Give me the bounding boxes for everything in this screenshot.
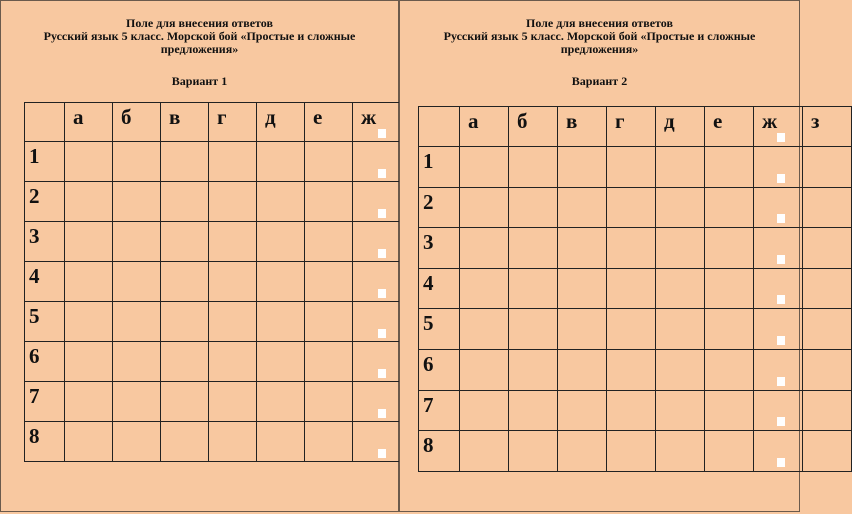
answer-cell[interactable] <box>305 422 353 462</box>
answer-cell[interactable] <box>65 222 113 262</box>
answer-sheet-variant-2 <box>399 0 820 512</box>
answer-cell[interactable] <box>65 142 113 182</box>
grid-row <box>419 268 852 309</box>
row-marker <box>777 174 785 183</box>
answer-cell[interactable] <box>705 268 754 309</box>
column-header: а <box>460 107 509 147</box>
grid-corner-cell <box>419 107 460 147</box>
answer-cell[interactable] <box>305 382 353 422</box>
column-header: д <box>656 107 705 147</box>
answer-cell[interactable] <box>558 309 607 350</box>
answer-cell[interactable] <box>65 302 113 342</box>
answer-cell[interactable] <box>460 390 509 431</box>
answer-cell[interactable] <box>353 142 401 182</box>
row-header: 1 <box>419 147 460 188</box>
row-header: 2 <box>419 187 460 228</box>
grid-row <box>419 147 852 188</box>
row-marker <box>378 129 386 138</box>
row-header: 5 <box>25 302 65 342</box>
answer-cell[interactable] <box>65 182 113 222</box>
answer-cell[interactable] <box>705 187 754 228</box>
answer-cell[interactable] <box>803 431 852 472</box>
column-header: ж <box>353 103 401 142</box>
answer-cell[interactable] <box>558 349 607 390</box>
answer-cell[interactable] <box>656 431 705 472</box>
answer-cell[interactable] <box>803 187 852 228</box>
answer-cell[interactable] <box>607 147 656 188</box>
answer-cell[interactable] <box>257 382 305 422</box>
answer-cell[interactable] <box>705 147 754 188</box>
answer-cell[interactable] <box>113 262 161 302</box>
answer-cell[interactable] <box>460 187 509 228</box>
answer-cell[interactable] <box>509 431 558 472</box>
answer-cell[interactable] <box>65 382 113 422</box>
answer-cell[interactable] <box>161 142 209 182</box>
row-marker <box>777 377 785 386</box>
column-header: в <box>161 103 209 142</box>
row-header: 2 <box>25 182 65 222</box>
column-header: в <box>558 107 607 147</box>
grid-row <box>419 309 852 350</box>
answer-cell[interactable] <box>509 187 558 228</box>
answer-cell[interactable] <box>705 431 754 472</box>
answer-cell[interactable] <box>607 390 656 431</box>
answer-cell[interactable] <box>656 228 705 269</box>
column-header: б <box>509 107 558 147</box>
answer-cell[interactable] <box>460 309 509 350</box>
grid-header-row <box>419 107 852 147</box>
answer-cell[interactable] <box>607 309 656 350</box>
row-marker <box>777 295 785 304</box>
answer-cell[interactable] <box>607 228 656 269</box>
row-marker <box>777 417 785 426</box>
answer-cell[interactable] <box>305 182 353 222</box>
answer-cell[interactable] <box>209 142 257 182</box>
row-header: 3 <box>419 228 460 269</box>
row-header: 8 <box>419 431 460 472</box>
sheet-header <box>1 17 398 56</box>
row-marker <box>378 289 386 298</box>
header-line-3: предложения» <box>560 42 639 56</box>
row-marker <box>378 409 386 418</box>
row-marker <box>378 209 386 218</box>
answer-cell[interactable] <box>257 302 305 342</box>
answer-cell[interactable] <box>607 187 656 228</box>
answer-cell[interactable] <box>656 147 705 188</box>
answer-cell[interactable] <box>113 342 161 382</box>
row-header: 4 <box>419 268 460 309</box>
answer-cell[interactable] <box>509 309 558 350</box>
grid-row <box>419 187 852 228</box>
row-header: 6 <box>25 342 65 382</box>
row-marker <box>777 336 785 345</box>
answer-cell[interactable] <box>209 422 257 462</box>
answer-cell[interactable] <box>803 390 852 431</box>
answer-cell[interactable] <box>353 262 401 302</box>
answer-cell[interactable] <box>161 222 209 262</box>
row-header: 5 <box>419 309 460 350</box>
answer-cell[interactable] <box>509 228 558 269</box>
row-header: 4 <box>25 262 65 302</box>
answer-sheet-variant-1 <box>0 0 399 512</box>
row-marker <box>777 214 785 223</box>
answer-cell[interactable] <box>305 262 353 302</box>
answer-cell[interactable] <box>113 182 161 222</box>
answer-cell[interactable] <box>161 382 209 422</box>
answer-cell[interactable] <box>257 342 305 382</box>
answer-cell[interactable] <box>460 349 509 390</box>
row-header: 7 <box>25 382 65 422</box>
answer-cell[interactable] <box>257 142 305 182</box>
answer-cell[interactable] <box>305 222 353 262</box>
answer-cell[interactable] <box>353 342 401 382</box>
answer-cell[interactable] <box>656 390 705 431</box>
variant-title: Вариант 1 <box>171 74 228 88</box>
answer-cell[interactable] <box>803 349 852 390</box>
battleship-grid-variant-2 <box>418 106 852 472</box>
grid-row <box>419 349 852 390</box>
column-header: д <box>257 103 305 142</box>
answer-cell[interactable] <box>113 382 161 422</box>
grid-row <box>419 228 852 269</box>
answer-cell[interactable] <box>656 268 705 309</box>
answer-cell[interactable] <box>803 268 852 309</box>
answer-cell[interactable] <box>161 182 209 222</box>
answer-cell[interactable] <box>353 302 401 342</box>
answer-cell[interactable] <box>113 142 161 182</box>
column-header: б <box>113 103 161 142</box>
row-marker <box>777 133 785 142</box>
answer-cell[interactable] <box>656 187 705 228</box>
answer-cell[interactable] <box>65 422 113 462</box>
column-header: з <box>803 107 852 147</box>
answer-cell[interactable] <box>509 268 558 309</box>
answer-cell[interactable] <box>803 147 852 188</box>
column-header: г <box>607 107 656 147</box>
row-marker <box>378 329 386 338</box>
answer-cell[interactable] <box>257 222 305 262</box>
row-marker <box>777 255 785 264</box>
answer-cell[interactable] <box>353 182 401 222</box>
header-line-3: предложения» <box>160 42 239 56</box>
header-line-1: Поле для внесения ответов <box>126 16 273 30</box>
column-header: а <box>65 103 113 142</box>
answer-cell[interactable] <box>705 390 754 431</box>
answer-cell[interactable] <box>460 431 509 472</box>
row-header: 1 <box>25 142 65 182</box>
answer-cell[interactable] <box>509 349 558 390</box>
header-line-2: Русский язык 5 класс. Морской бой «Простые и сложные <box>43 29 356 43</box>
answer-cell[interactable] <box>209 222 257 262</box>
row-header: 6 <box>419 349 460 390</box>
answer-cell[interactable] <box>803 228 852 269</box>
answer-cell[interactable] <box>65 342 113 382</box>
sheet-header <box>400 17 799 56</box>
answer-cell[interactable] <box>209 382 257 422</box>
answer-cell[interactable] <box>209 302 257 342</box>
row-marker <box>378 249 386 258</box>
answer-cell[interactable] <box>209 262 257 302</box>
answer-cell[interactable] <box>558 228 607 269</box>
answer-cell[interactable] <box>161 262 209 302</box>
answer-cell[interactable] <box>209 182 257 222</box>
answer-cell[interactable] <box>305 142 353 182</box>
grid-row <box>419 390 852 431</box>
row-header: 3 <box>25 222 65 262</box>
answer-cell[interactable] <box>113 302 161 342</box>
answer-cell[interactable] <box>113 222 161 262</box>
header-line-1: Поле для внесения ответов <box>526 16 673 30</box>
answer-cell[interactable] <box>161 422 209 462</box>
column-header: ж <box>754 107 803 147</box>
answer-cell[interactable] <box>607 268 656 309</box>
variant-title: Вариант 2 <box>571 74 628 88</box>
answer-cell[interactable] <box>305 302 353 342</box>
row-marker <box>378 449 386 458</box>
answer-cell[interactable] <box>705 309 754 350</box>
grid-row <box>419 431 852 472</box>
answer-cell[interactable] <box>305 342 353 382</box>
answer-cell[interactable] <box>161 342 209 382</box>
row-header: 7 <box>419 390 460 431</box>
answer-cell[interactable] <box>460 147 509 188</box>
answer-cell[interactable] <box>656 309 705 350</box>
answer-cell[interactable] <box>607 349 656 390</box>
battleship-grid-variant-1 <box>24 102 449 462</box>
row-marker <box>378 369 386 378</box>
answer-cell[interactable] <box>161 302 209 342</box>
answer-cell[interactable] <box>705 349 754 390</box>
answer-cell[interactable] <box>257 182 305 222</box>
answer-cell[interactable] <box>353 422 401 462</box>
answer-cell[interactable] <box>209 342 257 382</box>
answer-cell[interactable] <box>607 431 656 472</box>
answer-cell[interactable] <box>558 147 607 188</box>
answer-cell[interactable] <box>460 268 509 309</box>
answer-cell[interactable] <box>65 262 113 302</box>
row-marker <box>777 458 785 467</box>
answer-cell[interactable] <box>353 382 401 422</box>
column-header: е <box>305 103 353 142</box>
answer-cell[interactable] <box>705 228 754 269</box>
answer-cell[interactable] <box>656 349 705 390</box>
answer-cell[interactable] <box>257 262 305 302</box>
answer-cell[interactable] <box>509 390 558 431</box>
header-line-2: Русский язык 5 класс. Морской бой «Простые и сложные <box>443 29 756 43</box>
answer-cell[interactable] <box>558 431 607 472</box>
row-marker <box>378 169 386 178</box>
column-header: е <box>705 107 754 147</box>
grid-corner-cell <box>25 103 65 142</box>
row-header: 8 <box>25 422 65 462</box>
answer-cell[interactable] <box>353 222 401 262</box>
answer-cell[interactable] <box>257 422 305 462</box>
answer-cell[interactable] <box>558 390 607 431</box>
answer-cell[interactable] <box>460 228 509 269</box>
column-header: г <box>209 103 257 142</box>
answer-cell[interactable] <box>558 187 607 228</box>
answer-cell[interactable] <box>803 309 852 350</box>
answer-cell[interactable] <box>509 147 558 188</box>
answer-cell[interactable] <box>113 422 161 462</box>
answer-cell[interactable] <box>558 268 607 309</box>
